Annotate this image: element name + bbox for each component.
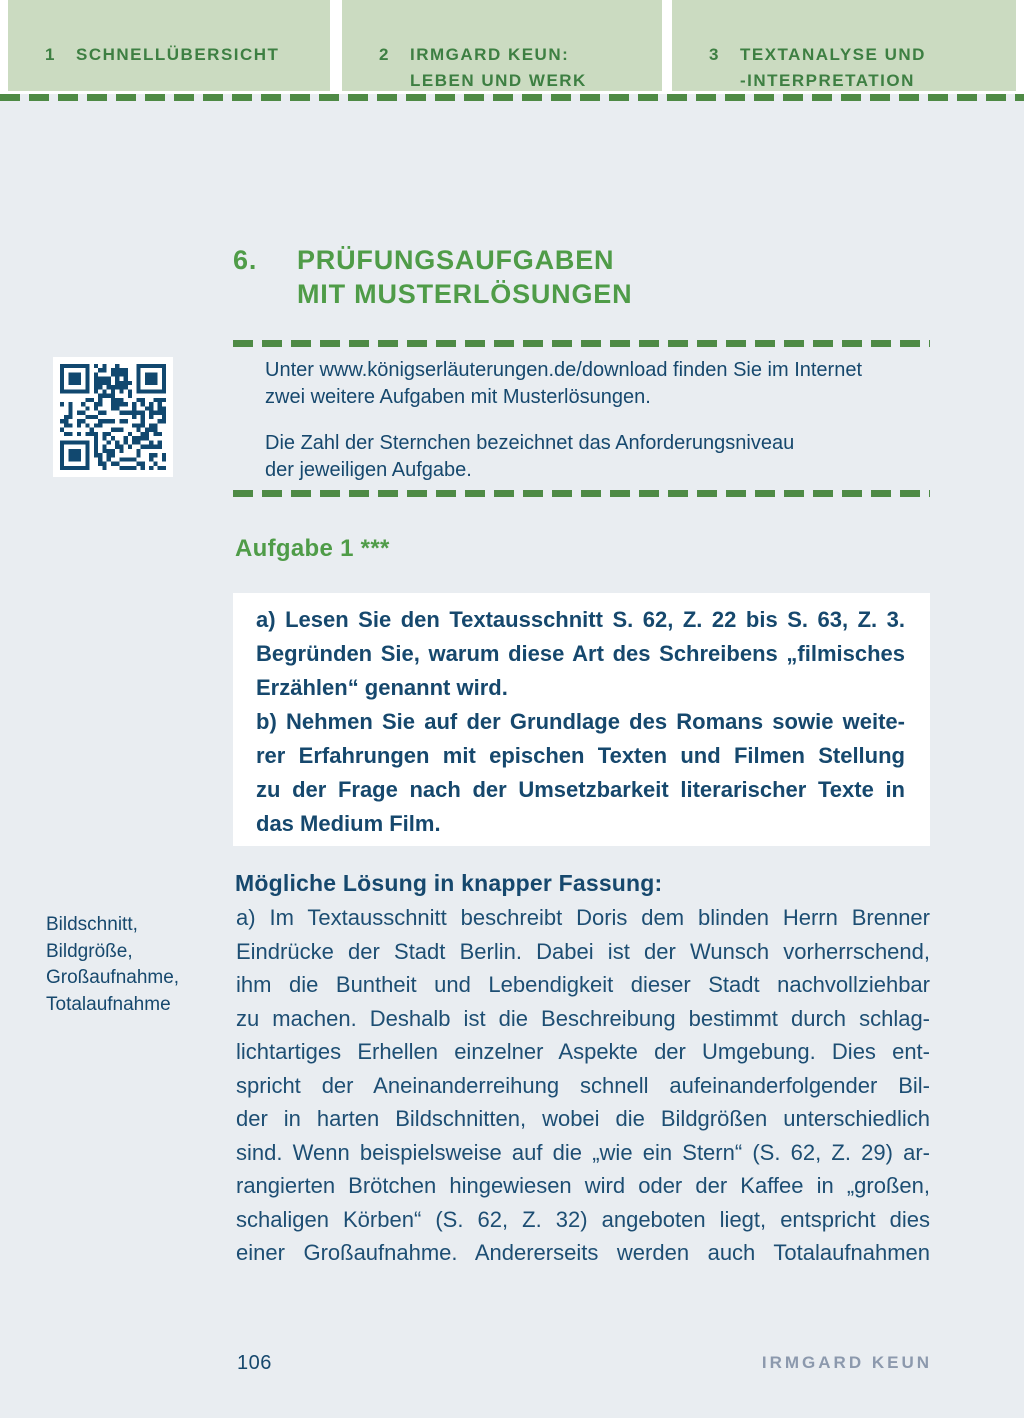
separator-dashed-bottom: [233, 490, 930, 497]
qr-code: [53, 357, 173, 477]
solution-heading: Mögliche Lösung in knapper Fassung:: [235, 870, 663, 896]
download-note: [265, 357, 965, 484]
separator-dashed-top: [233, 340, 930, 347]
task-part-b: b) Nehmen Sie auf der Grundlage des Romans sowie weite- rer Erfahrungen mit epischen Texten und Filmen Stellung zu der Frage nach der Umsetzbarkeit literarischer Texte in das Medium Film.: [256, 709, 905, 836]
tab-number: 3: [709, 45, 720, 64]
tab-number: 1: [45, 45, 56, 64]
page-number: 106: [237, 1352, 272, 1374]
margin-note: Bildschnitt, Bildgröße, Großaufnahme, Totalaufnahme: [46, 914, 180, 1015]
tab-leben-und-werk[interactable]: [342, 0, 662, 91]
task-heading: Aufgabe 1 ***: [235, 535, 390, 562]
task-box: [233, 593, 930, 846]
download-note-paragraph: Unter www.königserläuterungen.de/download finden Sie im Internet zwei weitere Aufgaben mit Musterlösungen.: [265, 359, 863, 408]
solution-text: a) Im Textausschnitt beschreibt Doris dem blinden Herrn Brenner Eindrücke der Stadt Berlin. Dabei ist der Wunsch vorherrschend, ihm die Buntheit und Lebendigkeit dieser Stadt nachvollziehbar zu machen. Deshalb ist die Beschreibung bestimmt durch schlag- lichtartiges Erhellen einzelner Aspekte der Umgebung. Dies ent- spricht der Aneinanderreihung schnell aufeinanderfolgender Bil- der in harten Bildschnitten, wobei die Bildgrößen unterschiedlich sind. Wenn beispielsweise auf die „wie ein Stern“ (S. 62, Z. 29) ar- rangierten Brötchen hingewiesen wird oder der Kaffee in „großen, schaligen Körben“ (S. 62, Z. 32) angeboten liegt, entspricht dies einer Großaufnahme. Andererseits werden auch Totalaufnahmen: [236, 905, 930, 1265]
chapter-title-text: PRÜFUNGSAUFGABEN MIT MUSTERLÖSUNGEN: [297, 245, 633, 309]
chapter-number: 6.: [233, 245, 258, 275]
qr-code-image: [60, 364, 166, 470]
header-divider-dashed: [0, 94, 1024, 101]
tab-number: 2: [379, 45, 390, 64]
stars-note-paragraph: Die Zahl der Sternchen bezeichnet das Anforderungsniveau der jeweiligen Aufgabe.: [265, 432, 795, 481]
tab-label: IRMGARD KEUN: LEBEN UND WERK: [410, 45, 587, 90]
chapter-title: [233, 243, 632, 311]
tab-schnelluebersicht[interactable]: [8, 0, 330, 91]
running-footer-brand: IRMGARD KEUN: [761, 1353, 932, 1372]
tab-textanalyse[interactable]: [672, 0, 1016, 91]
tab-label: TEXTANALYSE UND -INTERPRETATION: [740, 45, 926, 90]
tab-label: SCHNELLÜBERSICHT: [76, 45, 280, 64]
task-part-a: a) Lesen Sie den Textausschnitt S. 62, Z. 22 bis S. 63, Z. 3. Begründen Sie, warum diese Art des Schreibens „filmisches Erzählen“ genannt wird.: [256, 607, 905, 700]
chapter-nav: [0, 0, 1024, 94]
